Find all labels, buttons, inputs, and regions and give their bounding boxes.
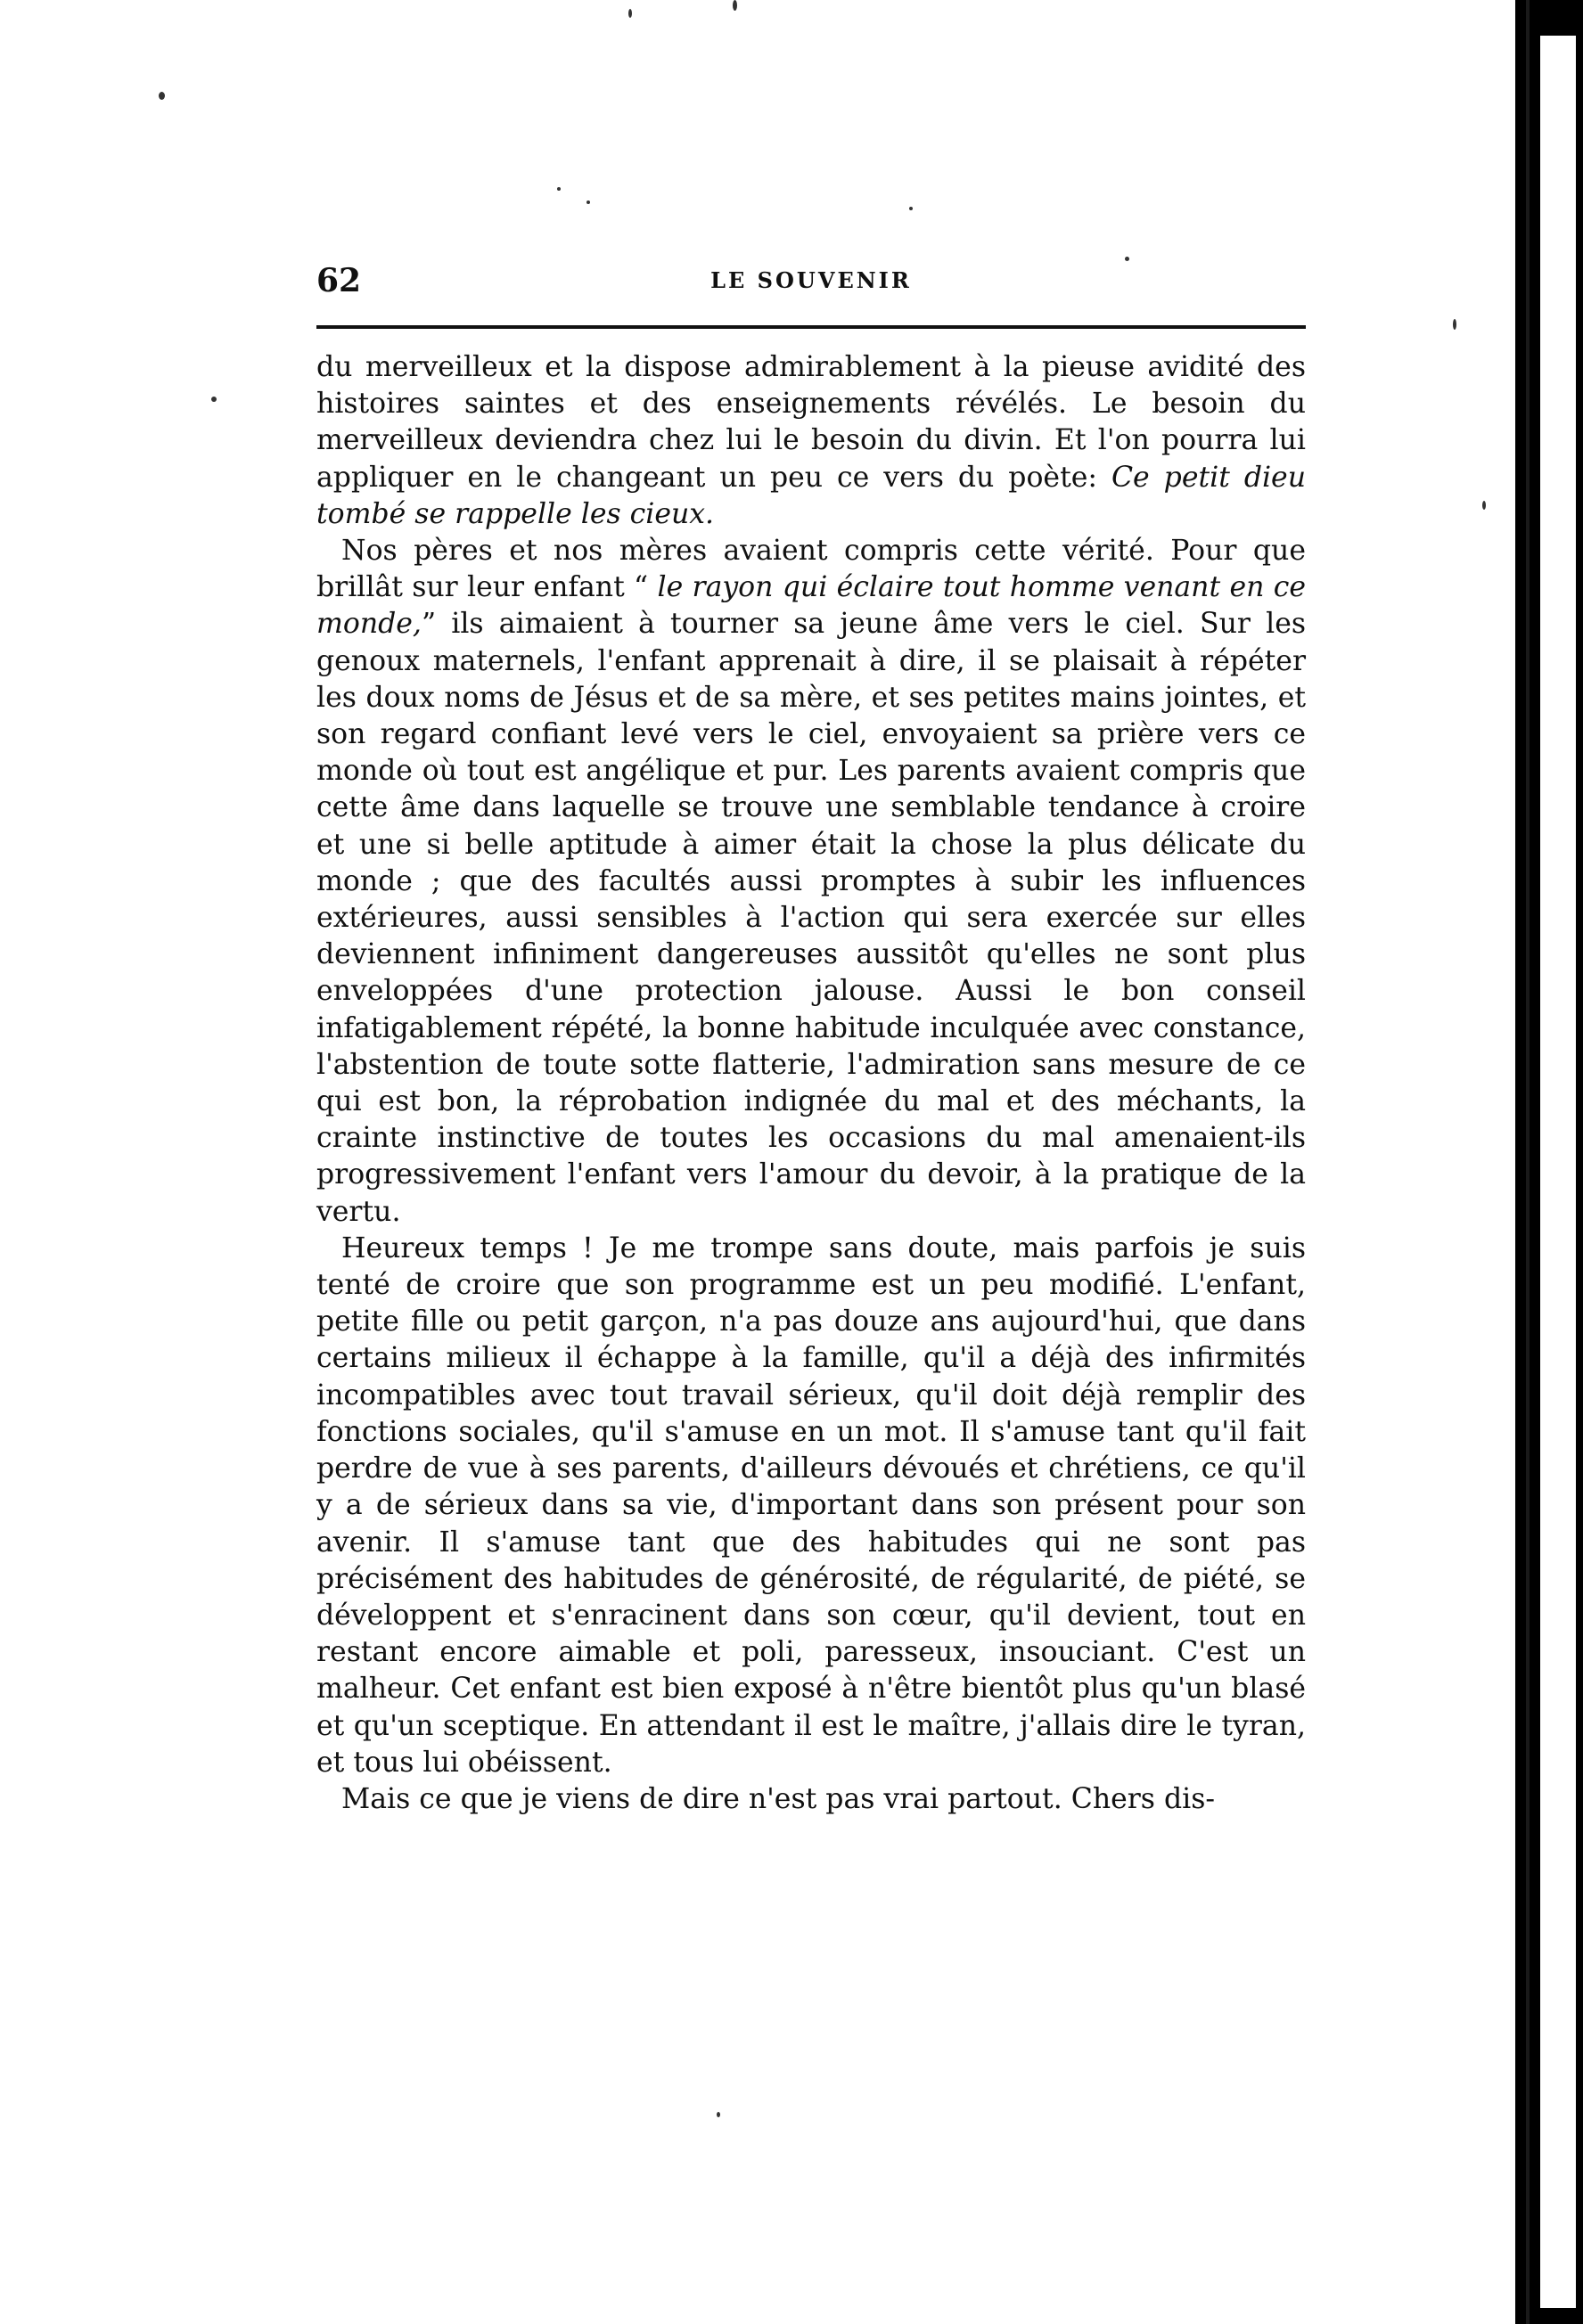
header-rule — [316, 325, 1306, 329]
scan-edge-line — [1526, 0, 1530, 2324]
paragraph-2-italic: le rayon qui éclaire tout homme venant en ce monde, — [316, 571, 1306, 641]
paragraph-2 — [316, 533, 1306, 1231]
scan-speck — [557, 187, 561, 191]
scan-speck — [1125, 257, 1129, 261]
scan-speck — [628, 9, 632, 18]
scan-speck — [1453, 319, 1456, 330]
paragraph-2-text: Nos pères et nos mères avaient compris cette vérité. Pour que brillât sur leur enfant “ — [316, 535, 1306, 604]
paragraph-2-tail: ” ils aimaient à tourner sa jeune âme vers le ciel. Sur les genoux maternels, l'enfant apprenait à dire, il se plaisait à répéter les doux noms de Jésus et de sa mère, et ses petites mains jointes, et son regard confiant levé vers le ciel, envoyaient sa prière vers ce monde où tout est angélique et pur. Les parents avaient compris que cette âme dans laquelle se trouve une semblable tendance à croire et une si belle aptitude à aimer était la chose la plus délicate du monde ; que des facultés aussi promptes à subir les influences extérieures, aussi sensibles à l'action qui sera exercée sur elles deviennent infiniment dangereuses aussitôt qu'elles ne sont plus enveloppées d'une protection jalouse. Aussi le bon conseil infatigablement répété, la bonne habitude inculquée avec constance, l'abstention de toute sotte flatterie, l'admiration sans mesure de ce qui est bon, la réprobation indignée du mal et des méchants, la crainte instinctive de toutes les occasions du mal amenaient-ils progressivement l'enfant vers l'amour du devoir, à la pratique de la vertu. — [316, 608, 1306, 1228]
paragraph-4-text: Mais ce que je viens de dire n'est pas vrai partout. Chers dis- — [341, 1782, 1216, 1815]
paragraph-1-text: du merveilleux et la dispose admirablement à la pieuse avidité des histoires saintes et des enseignements révélés. Le besoin du merveilleux deviendra chez lui le besoin du divin. Et l'on pourra lui appliquer en le changeant un peu ce vers du poète: — [316, 351, 1306, 494]
paragraph-3 — [316, 1231, 1306, 1781]
scan-speck — [159, 92, 165, 100]
scan-speck — [909, 207, 913, 210]
body-text — [316, 349, 1306, 1818]
paragraph-1 — [316, 349, 1306, 533]
running-head — [316, 262, 1306, 298]
scan-edge — [1515, 0, 1583, 2324]
scan-edge-page — [1540, 36, 1576, 2308]
paragraph-4 — [316, 1781, 1306, 1818]
page-number: 62 — [316, 262, 362, 299]
paragraph-3-text: Heureux temps ! Je me trompe sans doute, mais parfois je suis tenté de croire que son programme est un peu modifié. L'enfant, petite fille ou petit garçon, n'a pas douze ans aujourd'hui, que dans certains milieux il échappe à la famille, qu'il a déjà des infirmités incompatibles avec tout travail sérieux, qu'il doit déjà remplir des fonctions sociales, qu'il s'amuse en un mot. Il s'amuse tant qu'il fait perdre de vue à ses parents, d'ailleurs dévoués et chrétiens, ce qu'il y a de sérieux dans sa vie, d'important dans son présent pour son avenir. Il s'amuse tant que des habitudes qui ne sont pas précisément des habitudes de générosité, de régularité, de piété, se développent et s'enracinent dans son cœur, qu'il devient, tout en restant encore aimable et poli, paresseux, insouciant. C'est un malheur. Cet enfant est bien exposé à n'être bientôt plus qu'un blasé et qu'un sceptique. En attendant il est le maître, j'allais dire le tyran, et tous lui obéissent. — [316, 1232, 1306, 1779]
scan-speck — [586, 200, 590, 204]
paragraph-1-italic: Ce petit dieu tombé se rappelle les cieux. — [316, 461, 1306, 530]
scan-speck — [1482, 501, 1486, 510]
scan-speck — [211, 397, 217, 402]
scan-speck — [733, 0, 737, 11]
scan-speck — [717, 2112, 720, 2117]
running-title: LE SOUVENIR — [710, 267, 912, 293]
